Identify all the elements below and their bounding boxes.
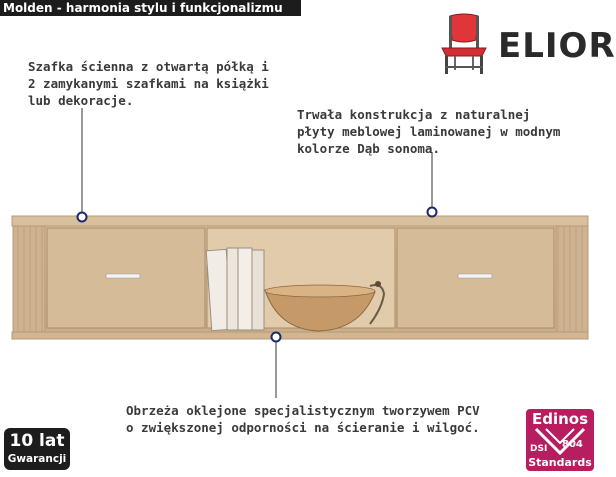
- callout-dot: [428, 208, 437, 217]
- warranty-label: Gwarancji: [7, 453, 67, 465]
- book: [252, 250, 264, 330]
- callout-material-description: Trwała konstrukcja z naturalnej płyty meblowej laminowanej w modnym kolorze Dąb sonoma.: [297, 107, 561, 156]
- certificate-badge: [526, 409, 594, 471]
- page-title: Molden - harmonia stylu i funkcjonalizmu: [3, 1, 283, 15]
- certificate-brand: Edinos: [531, 410, 589, 428]
- book: [238, 248, 252, 330]
- certificate-label: DSI: [530, 444, 548, 454]
- certificate-code: 804: [562, 439, 583, 450]
- callout-dot: [272, 333, 281, 342]
- right-side-panel: [556, 226, 588, 332]
- callout-edge-description: Obrzeża oklejone specjalistycznym tworzywem PCV o zwiększonej odporności na ścieranie i wilgoć.: [126, 403, 480, 435]
- left-side-panel: [13, 226, 45, 332]
- certificate-standard: Standards: [528, 456, 592, 469]
- warranty-badge: [4, 428, 70, 470]
- book: [227, 248, 238, 330]
- cabinet-top-panel: [12, 216, 588, 226]
- warranty-years: 10 lat: [9, 431, 65, 451]
- cabinet-bottom-panel: [12, 332, 588, 339]
- right-door-handle: [458, 274, 492, 278]
- wall-cabinet-illustration: [10, 212, 590, 347]
- callout-shelf-description: Szafka ścienna z otwartą półką i 2 zamykanymi szafkami na książki lub dekoracje.: [28, 59, 269, 108]
- callout-dot: [78, 213, 87, 222]
- left-door-handle: [106, 274, 140, 278]
- brand-name: ELIOR: [498, 26, 616, 66]
